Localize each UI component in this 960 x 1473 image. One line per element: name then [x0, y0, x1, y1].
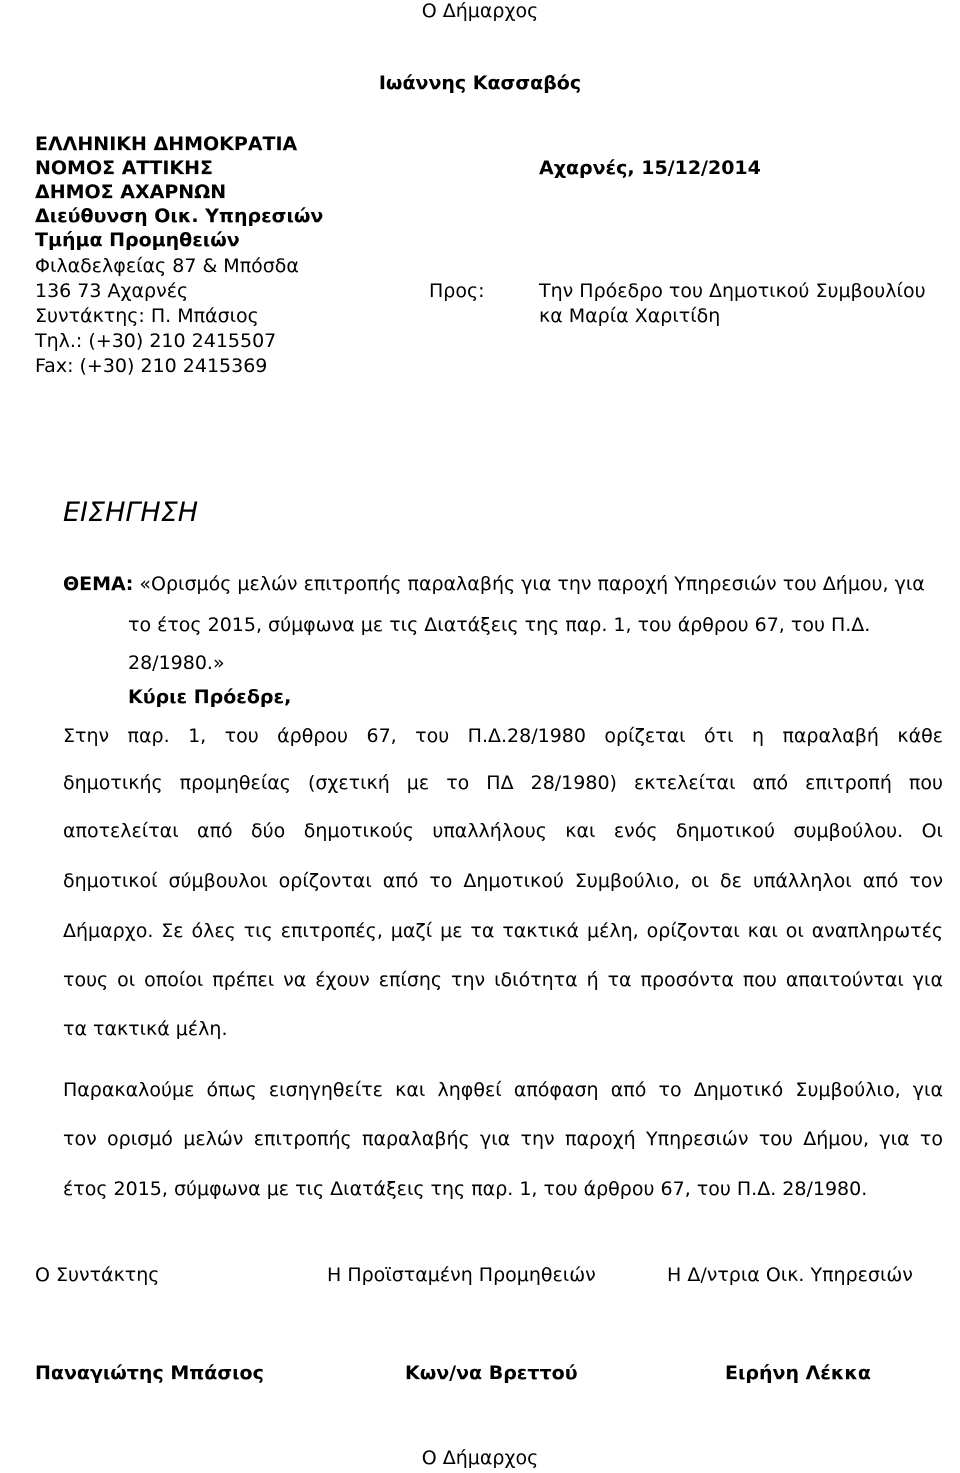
signature-name-supplies-head: Κων/να Βρεττού — [405, 1362, 578, 1384]
signature-role-director: Η Δ/ντρια Οικ. Υπηρεσιών — [667, 1264, 913, 1286]
subject-line-1 — [63, 573, 925, 595]
signature-role-supplies-head: Η Προϊσταμένη Προμηθειών — [327, 1264, 596, 1286]
sender-author: Συντάκτης: Π. Μπάσιος — [35, 305, 259, 327]
recipient-line-2: κα Μαρία Χαριτίδη — [539, 305, 721, 327]
sender-postcode: 136 73 Αχαρνές — [35, 280, 189, 302]
body-line: Παρακαλούμε όπως εισηγηθείτε και ληφθεί απόφαση από το Δημοτικό Συμβούλιο, για — [63, 1079, 943, 1101]
top-mayor-name: Ιωάννης Κασσαβός — [378, 72, 582, 94]
sender-phone: Τηλ.: (+30) 210 2415507 — [35, 330, 277, 352]
sender-street: Φιλαδελφείας 87 & Μπόσδα — [35, 255, 299, 277]
body-line: Στην παρ. 1, του άρθρου 67, του Π.Δ.28/1980 ορίζεται ότι η παραλαβή κάθε — [63, 725, 943, 747]
document-heading: ΕΙΣΗΓΗΣΗ — [63, 497, 199, 528]
body-line-last: έτος 2015, σύμφωνα με τις Διατάξεις της παρ. 1, του άρθρου 67, του Π.Δ. 28/1980. — [63, 1178, 868, 1200]
body-line-last: τα τακτικά μέλη. — [63, 1018, 228, 1040]
signature-name-author: Παναγιώτης Μπάσιος — [35, 1362, 264, 1384]
body-line: δημοτικοί σύμβουλοι ορίζονται από το Δημοτικού Συμβούλιο, οι δε υπάλληλοι από τον — [63, 870, 943, 892]
signature-name-director: Ειρήνη Λέκκα — [725, 1362, 871, 1384]
top-mayor-title: Ο Δήμαρχος — [421, 0, 539, 22]
bottom-mayor-title: Ο Δήμαρχος — [421, 1447, 539, 1469]
body-line: δημοτικής προμηθείας (σχετική με το ΠΔ 28/1980) εκτελείται από επιτροπή που — [63, 772, 943, 794]
sender-department: Τμήμα Προμηθειών — [35, 229, 240, 251]
sender-directorate: Διεύθυνση Οικ. Υπηρεσιών — [35, 205, 324, 227]
signature-role-author: Ο Συντάκτης — [35, 1264, 160, 1286]
recipient-line-1: Την Πρόεδρο του Δημοτικού Συμβουλίου — [539, 280, 926, 302]
recipient-label: Προς: — [429, 280, 485, 302]
sender-fax: Fax: (+30) 210 2415369 — [35, 355, 268, 377]
salutation: Κύριε Πρόεδρε, — [128, 686, 292, 708]
body-line: τους οι οποίοι πρέπει να έχουν επίσης την ιδιότητα ή τα προσόντα που απαιτούνται για — [63, 969, 943, 991]
sender-municipality: ΔΗΜΟΣ ΑΧΑΡΝΩΝ — [35, 181, 227, 203]
subject-text-1: «Ορισμός μελών επιτροπής παραλαβής για την παροχή Υπηρεσιών του Δήμου, για — [139, 573, 925, 595]
body-line: τον ορισμό μελών επιτροπής παραλαβής για την παροχή Υπηρεσιών του Δήμου, για το — [63, 1128, 943, 1150]
sender-prefecture: ΝΟΜΟΣ ΑΤΤΙΚΗΣ — [35, 157, 214, 179]
subject-label: ΘΕΜΑ: — [63, 573, 134, 595]
subject-line-3: 28/1980.» — [128, 652, 225, 674]
body-line: αποτελείται από δύο δημοτικούς υπαλλήλους και ενός δημοτικού συμβούλου. Οι — [63, 820, 943, 842]
document-date: Αχαρνές, 15/12/2014 — [539, 157, 761, 179]
body-line: Δήμαρχο. Σε όλες τις επιτροπές, μαζί με τα τακτικά μέλη, ορίζονται και οι αναπληρωτές — [63, 920, 943, 942]
sender-country: ΕΛΛΗΝΙΚΗ ΔΗΜΟΚΡΑΤΙΑ — [35, 133, 298, 155]
subject-line-2: το έτος 2015, σύμφωνα με τις Διατάξεις της παρ. 1, του άρθρου 67, του Π.Δ. — [128, 614, 871, 636]
